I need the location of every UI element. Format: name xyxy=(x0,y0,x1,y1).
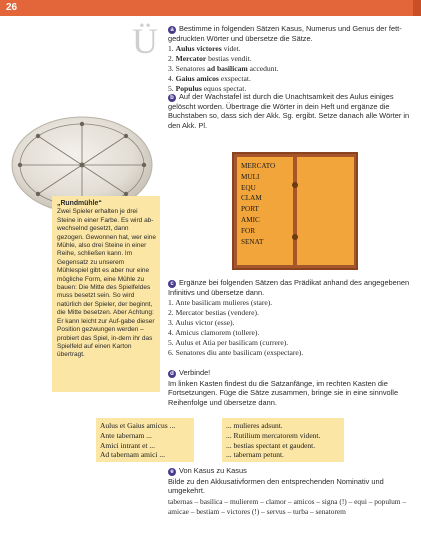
tablet-word: CLAM xyxy=(241,194,262,203)
tablet-word: EQU xyxy=(241,183,256,192)
note-text: Zwei Spieler erhalten je drei Steine in einer Farbe. Es wird ab-wechselnd gesetzt, dann gezogen. Gewonnen hat, wer eine Mühle, also drei Steine in einer Reihe, schließen kann. Im Gegensatz zu unserem Mühlespiel gibt es aber nur eine mögliche Form, eine Mühle zu bauen: Die Mitte des Spielfeldes muss besetzt sein. So wird natürlich der Spieler, der beginnt, die Mitte besetzen. Aber Achtung: Er kann leicht zur Auf-gabe dieser Position gezwungen werden – probiert das Spiel, in-dem ihr das Spielfeld auf einen Karton übertragt. xyxy=(57,208,157,359)
sentence-endings-box xyxy=(222,418,344,462)
hinge-icon xyxy=(292,234,298,240)
list-item: 1. Ante basilicam mulieres (stare). xyxy=(168,298,273,308)
list-item: 5. Aulus et Atia per basilicam (currere). xyxy=(168,338,289,348)
tablet-word: FOR xyxy=(241,226,255,235)
exercise-d-heading xyxy=(168,368,412,378)
wax-tablet xyxy=(232,152,358,270)
exercise-d xyxy=(168,368,412,408)
exercise-a-list xyxy=(168,44,412,94)
list-item: ... tabernam petunt. xyxy=(226,450,284,460)
section-letter: Ü xyxy=(132,21,158,61)
list-item: 3. Aulus victor (esse). xyxy=(168,318,235,328)
list-item: 1. Aulus victores videt. xyxy=(168,44,241,54)
list-item: ... mulieres adsunt. xyxy=(226,421,283,430)
hinge-icon xyxy=(292,182,298,188)
exercise-b-bullet: b xyxy=(168,94,176,102)
exercise-a xyxy=(168,24,412,94)
exercise-a-bullet: a xyxy=(168,26,176,34)
exercise-c-instruction xyxy=(168,278,412,297)
exercise-e-words: tabernas – basilica – mulierem – clamor – amicos – signa (!) – equi – populum – amicae – bestiam – victores (!) – servus – turba – senatorem xyxy=(168,496,407,516)
wax-tablet-left-page xyxy=(237,157,293,265)
list-item: ... bestias spectant et gaudent. xyxy=(226,440,316,450)
exercise-a-instruction xyxy=(168,24,412,43)
exercise-c-text: Ergänze bei folgenden Sätzen das Prädikat anhand des angegebenen Infinitivs und übersetze dann. xyxy=(168,278,410,297)
exercise-c-list xyxy=(168,298,412,358)
exercise-c xyxy=(168,278,412,358)
rundmuehle-note xyxy=(52,196,160,392)
exercise-b xyxy=(168,92,412,131)
list-item: ... Rutilium mercatorem vident. xyxy=(226,430,321,440)
exercise-e xyxy=(168,466,412,518)
exercise-e-title: Von Kasus zu Kasus xyxy=(179,466,247,475)
sentence-beginnings-box xyxy=(96,418,194,462)
page-number: 26 xyxy=(6,2,18,13)
page-header-bar xyxy=(0,0,421,16)
exercise-a-text: Bestimme in folgenden Sätzen Kasus, Numerus und Genus der fett-gedruckten Wörter und übersetze die Sätze. xyxy=(168,24,402,43)
list-item: 5. Populus equos spectat. xyxy=(168,84,247,94)
tablet-word: AMIC xyxy=(241,215,260,224)
list-item: Amici intrant et ... xyxy=(100,440,155,450)
note-title: „Rundmühle“ xyxy=(57,200,102,207)
exercise-e-instruction: Bilde zu den Akkusativformen den entsprechenden Nominativ und umgekehrt. xyxy=(168,477,384,496)
tablet-word: MULI xyxy=(241,172,260,181)
exercise-d-instruction: Im linken Kasten findest du die Satzanfänge, im rechten Kasten die Fortsetzungen. Füge die Sätze zusammen, bringe sie in eine sinnvolle Reihenfolge und übersetze dann. xyxy=(168,379,399,407)
exercise-b-text: Auf der Wachstafel ist durch die Unachtsamkeit des Aulus einiges gelöscht worden. Übertrage die Wörter in dein Heft und ergänze die Buchstaben so, dass sich der Akk. Sg. ergibt. Setze danach alle Wörter in den Akk. Pl. xyxy=(168,92,410,130)
exercise-c-bullet: c xyxy=(168,280,176,288)
exercise-e-heading xyxy=(168,466,412,476)
header-bar-tail xyxy=(413,0,421,16)
list-item: Ad tabernam amici ... xyxy=(100,450,165,460)
list-item: 4. Gaius amicos exspectat. xyxy=(168,74,251,84)
list-item: 4. Amicus clamorem (tollere). xyxy=(168,328,260,338)
tablet-word: PORT xyxy=(241,205,259,214)
list-item: 6. Senatores diu ante basilicam (exspectare). xyxy=(168,348,304,358)
exercise-b-instruction xyxy=(168,92,412,130)
list-item: 3. Senatores ad basilicam accedunt. xyxy=(168,64,279,74)
list-item: 2. Mercator bestias (vendere). xyxy=(168,308,259,318)
wax-tablet-right-page xyxy=(297,157,354,265)
exercise-e-bullet: e xyxy=(168,468,176,476)
list-item: Aulus et Gaius amicus ... xyxy=(100,421,176,430)
exercise-d-bullet: d xyxy=(168,370,176,378)
list-item: Ante tabernam ... xyxy=(100,430,152,440)
exercise-d-title: Verbinde! xyxy=(179,368,211,377)
tablet-word: MERCATO xyxy=(241,162,276,170)
tablet-word: SENAT xyxy=(241,237,264,246)
list-item: 2. Mercator bestias vendit. xyxy=(168,54,252,64)
